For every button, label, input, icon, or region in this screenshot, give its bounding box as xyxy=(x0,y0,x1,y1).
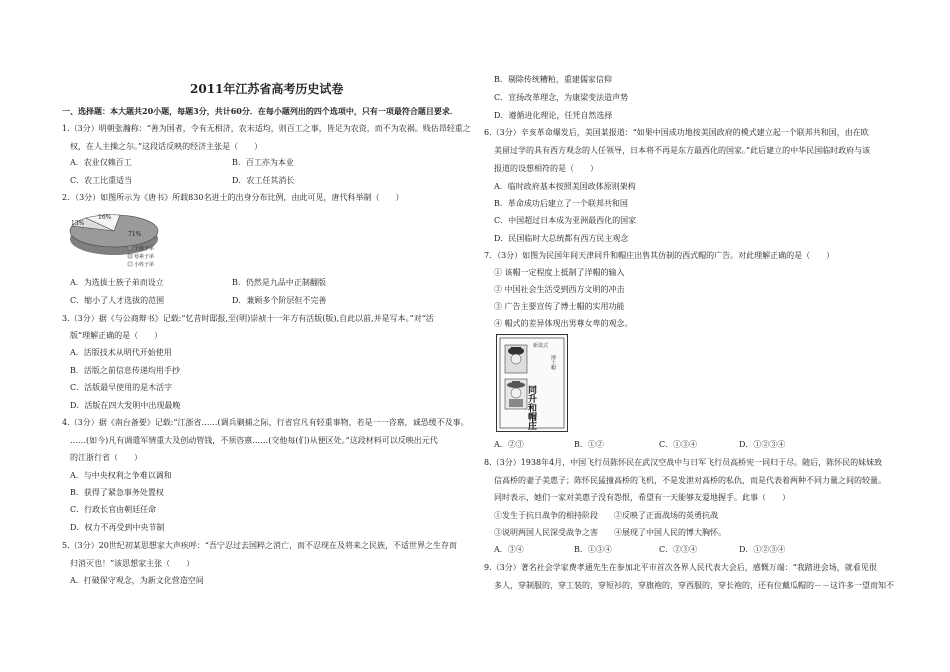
q7-option-c[interactable]: C．①③④ xyxy=(659,440,698,449)
pie-label-13: 13% xyxy=(71,220,85,227)
q3-stem-line1: 3.（3分）据《与公商辩书》记载:“忆昔时邸报,至(明)崇祯十一年方有活版(版),自此以前,并是写本。”对“活 xyxy=(62,314,434,323)
q8-option-b[interactable]: B．①③④ xyxy=(574,545,612,554)
q1-option-c[interactable]: C．农工比重适当 xyxy=(70,176,133,185)
q8-stem-line2: 信高桥的妻子美惠子；陈怀民猛撞高桥的飞机，不是发泄对高桥的私仇，而是代表着两种不同力量之间的较量。 xyxy=(494,476,886,485)
q4-option-d[interactable]: D．权力不再受到中央节制 xyxy=(70,523,165,532)
legend-label-3: 小姓子弟 xyxy=(134,262,155,268)
pie-label-71: 71% xyxy=(128,231,142,238)
q6-option-a[interactable]: A．临时政府基本按照美国政体原则架构 xyxy=(494,182,636,191)
q6-option-d[interactable]: D．民国临时大总统都有西方民主观念 xyxy=(494,234,629,243)
q8-option-c[interactable]: C．②③④ xyxy=(659,545,698,554)
legend-swatch-1 xyxy=(128,246,132,250)
q1-option-d[interactable]: D．农工任其消长 xyxy=(232,176,295,185)
q6-stem-line2: 美留过学的具有西方观念的人任领导，日本将不再是东方最西化的国家。”此后建立的中华民国临时政府与该 xyxy=(494,146,871,155)
legend-swatch-2 xyxy=(128,254,132,258)
q2-option-d[interactable]: D．兼顾多个阶层但不完善 xyxy=(232,296,327,305)
q8-option-d[interactable]: D．①②③④ xyxy=(739,545,786,554)
q4-option-b[interactable]: B．获得了紧急事务处置权 xyxy=(70,488,164,497)
q5-option-a[interactable]: A．打破保守观念，为新文化营造空间 xyxy=(70,576,204,585)
q3-option-c[interactable]: C．活版最早使用的是木活字 xyxy=(70,383,173,392)
q4-stem-line3: 的江浙行省（ ） xyxy=(70,453,142,462)
q7-hat-advertisement xyxy=(496,334,568,432)
q7-option-d[interactable]: D．①②③④ xyxy=(739,440,786,449)
legend-swatch-3 xyxy=(128,262,132,266)
q6-option-c[interactable]: C．中国超过日本成为亚洲最西化的国家 xyxy=(494,216,637,225)
q4-stem-line2: ……(如今)凡有调遣军情重大及创动管钱，不须咨禀……(交他每(们)从便区处。”这段材料可以反映出元代 xyxy=(70,436,438,445)
q5-stem-line2: 归消灭也！”该思想家主张（ ） xyxy=(70,559,195,568)
q2-stem: 2．（3分）如图所示为《唐书》所载830名进士的出身分布比例，由此可见，唐代科举制（ ） xyxy=(62,193,404,202)
q1-option-a[interactable]: A．农业仅赖百工 xyxy=(70,158,132,167)
q4-stem-line1: 4.（3分）据《南台备要》记载:“江浙省……(调兵剿捕之际，行省官凡有轻重事物，若是一一咨禀，诚恐缓不及事。 xyxy=(62,418,469,427)
poster-top-text: 新款式 xyxy=(533,343,549,349)
q7-statement-3: ③ 广告主要宣传了博士帽的实用功能 xyxy=(494,302,625,311)
q6-stem-line3: 报道的设想相符的是（ ） xyxy=(494,164,598,173)
q5-option-d[interactable]: D．遵循进化理论，任凭自然选择 xyxy=(494,111,613,120)
q3-option-d[interactable]: D．活版在四大发明中出现最晚 xyxy=(70,401,181,410)
section-heading: 一、选择题：本大题共20小题，每题3分，共计60分．在每小题列出的四个选项中，只有一项最符合题目要求． xyxy=(62,106,458,116)
q5-option-b[interactable]: B．剔除传统糟粕，重建儒家信仰 xyxy=(494,75,612,84)
q8-option-a[interactable]: A．③④ xyxy=(494,545,524,554)
q8-statements-line2: ③说明两国人民深受战争之害 ④展现了中国人民的博大胸怀。 xyxy=(494,528,726,537)
q6-option-b[interactable]: B．革命成功后建立了一个联邦共和国 xyxy=(494,199,628,208)
q1-stem-line1: 1.（3分）明朝张瀚称：“善为国者，令有无相济，农末适均，则百工之事，皆足为农资，而不为农祸。贱估昂轻重之 xyxy=(62,124,471,133)
q7-option-b[interactable]: B．①② xyxy=(574,440,604,449)
q3-option-a[interactable]: A．活版技术从明代开始使用 xyxy=(70,348,172,357)
q6-stem-line1: 6.（3分）辛亥革命爆发后，美国某报道：“如果中国成功地按美国政府的模式建立起一个联邦共和国，由在欧 xyxy=(484,128,869,137)
q4-option-a[interactable]: A．与中央权利之争难以调和 xyxy=(70,471,172,480)
q7-statement-4: ④ 帽式的差异体现出男尊女卑的观念。 xyxy=(494,319,633,328)
q7-statement-1: ① 该帽一定程度上抵制了洋帽的输入 xyxy=(494,268,625,277)
q2-pie-chart xyxy=(66,205,176,273)
q5-stem-line1: 5.（3分）20世纪初某思想家大声疾呼：“吾宁忍过去国粹之消亡，而不忍现在及将来之民族，不适世界之生存而 xyxy=(62,541,457,550)
legend-label-1: 士族子弟 xyxy=(134,246,155,252)
q9-stem-line2: 多人，穿制服的，穿工装的，穿短衫的，穿旗袍的，穿西服的，穿长袍的，还有位戴瓜帽的－－这许多一望而知不 xyxy=(494,581,894,590)
page-title: 2011年江苏省高考历史试卷 xyxy=(190,82,344,96)
q3-stem-line2: 版”理解正确的是（ ） xyxy=(70,331,163,340)
q5-option-c[interactable]: C．宣扬改革理念，为康梁变法造声势 xyxy=(494,93,629,102)
q1-option-b[interactable]: B．百工亦为本业 xyxy=(232,158,294,167)
q7-statement-2: ② 中国社会生活受到西方文明的冲击 xyxy=(494,285,625,294)
legend-label-2: 寒素子弟 xyxy=(134,254,155,260)
q8-stem-line3: 同时表示，她们一家对美惠子没有怨恨，希望有一天能够友爱地握手。此事（ ） xyxy=(494,493,790,502)
q1-stem-line2: 权，在人主操之尔。”这段话反映的经济主张是（ ） xyxy=(70,142,263,151)
q7-option-a[interactable]: A．②③ xyxy=(494,440,524,449)
q2-option-b[interactable]: B．仍然是九品中正制翻版 xyxy=(232,278,326,287)
q2-option-c[interactable]: C．缩小了人才选拔的范围 xyxy=(70,296,165,305)
q2-option-a[interactable]: A．为选拔士族子弟而设立 xyxy=(70,278,164,287)
poster-shop-name: 同升和帽庄 xyxy=(526,385,536,430)
q4-option-c[interactable]: C．行政长官由朝廷任命 xyxy=(70,505,157,514)
q8-stem-line1: 8.（3分）1938年4月，中国飞行员陈怀民在武汉空战中与日军飞行员高桥宪一同归于尽。随后，陈怀民的妹妹致 xyxy=(484,458,883,467)
q3-option-b[interactable]: B．活版之前信息传递均用手抄 xyxy=(70,366,180,375)
pie-label-16: 16% xyxy=(98,214,112,221)
q7-stem: 7．（3分）如图为民国年间天津同升和帽庄出售其仿制的西式帽的广告。对此理解正确的是（ ） xyxy=(484,251,835,260)
poster-side-text: 博士帽 xyxy=(550,355,556,370)
hat-ad-illustration xyxy=(497,335,567,431)
q8-statements-line1: ①发生于抗日战争的相持阶段 ②反映了正面战场的英勇抗战 xyxy=(494,511,718,520)
q9-stem-line1: 9.（3分）著名社会学家费孝通先生在参加北平市首次各界人民代表大会后，感慨万端：“我踏进会场，就看见很 xyxy=(484,563,877,572)
